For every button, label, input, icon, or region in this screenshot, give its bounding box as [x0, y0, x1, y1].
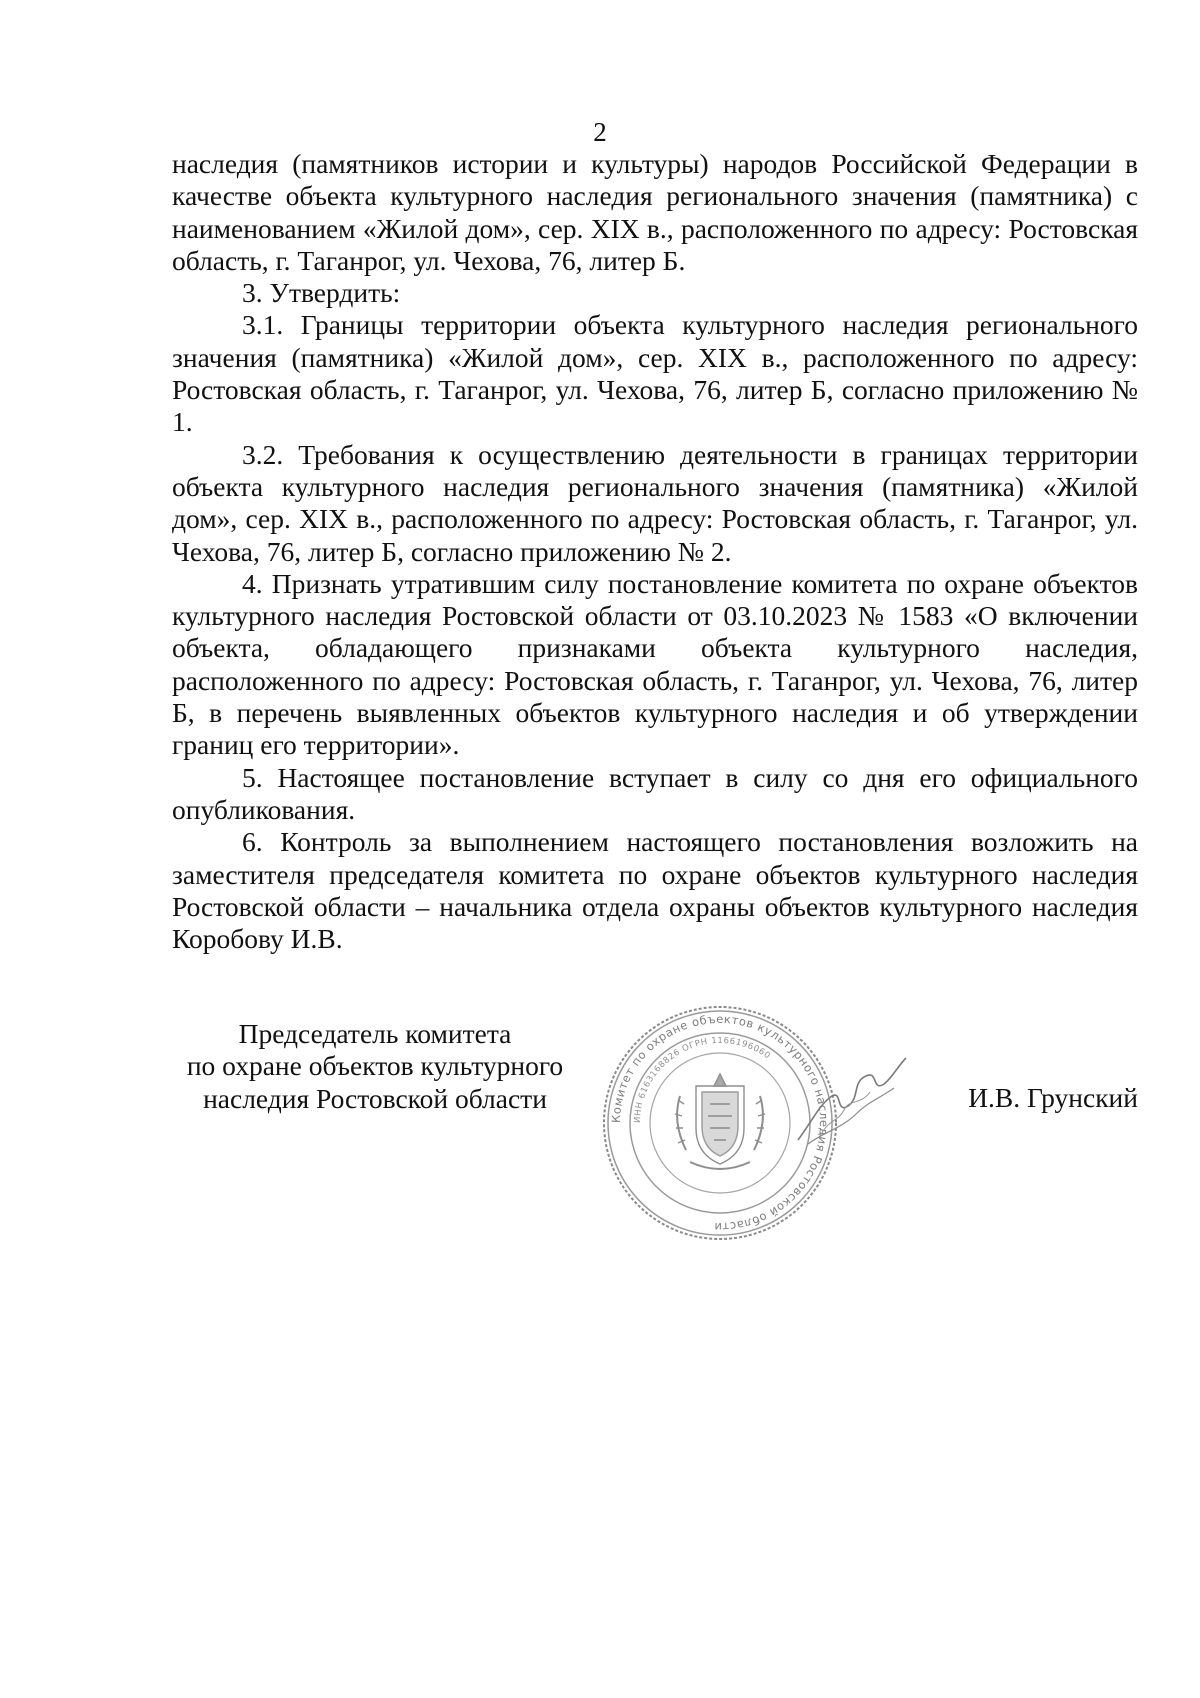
- paragraph-item-3: 3. Утвердить:: [242, 277, 401, 309]
- seal-inner-text: ИНН 6163168826 ОГРН 1166196060: [632, 1035, 773, 1124]
- paragraph-item-3-1: 3.1. Границы территории объекта культурного наследия регионального значения (памятника) «Жилой дом», сер. XIX в., расположенного по адресу: Ростовская область, г. Таганрог, ул. Чехова, 76, литер Б, согласно приложению № 1.: [172, 309, 1138, 438]
- signer-name: И.В. Грунский: [968, 1082, 1138, 1113]
- paragraph-item-6: 6. Контроль за выполнением настоящего постановления возложить на заместителя председателя комитета по охране объектов культурного наследия Ростовской области – начальника отдела охраны объектов культурного наследия Коробову И.В.: [172, 826, 1138, 955]
- signer-position-line-1: Председатель комитета: [238, 1018, 512, 1049]
- seal-outer-text: Комитет по охране объектов культурного наследия Ростовской области: [608, 1011, 832, 1235]
- paragraph-item-5: 5. Настоящее постановление вступает в силу со дня его официального опубликования.: [172, 761, 1138, 825]
- paragraph-item-4: 4. Признать утратившим силу постановление комитета по охране объектов культурного наследия Ростовской области от 03.10.2023 № 1583 «О включении объекта, обладающего признаками объекта культурного наследия, расположенного по адресу: Ростовская область, г. Таганрог, ул. Чехова, 76, литер Б, в перечень выявленных объектов культурного наследия и об утверждении границ его территории».: [172, 567, 1138, 761]
- paragraph-item-3-2: 3.2. Требования к осуществлению деятельности в границах территории объекта культурного наследия регионального значения (памятника) «Жилой дом», сер. XIX в., расположенного по адресу: Ростовская область, г. Таганрог, ул. Чехова, 76, литер Б, согласно приложению № 2.: [172, 438, 1138, 567]
- signature-block: [0, 1011, 1200, 1238]
- signer-position: [170, 1018, 580, 1115]
- signer-position-line-3: наследия Ростовской области: [203, 1082, 547, 1114]
- handwritten-signature: [790, 1048, 910, 1158]
- document-body: [172, 148, 1138, 955]
- coat-of-arms-icon: [675, 1074, 765, 1169]
- page-number: 2: [593, 117, 607, 147]
- signer-position-line-2: по охране объектов культурного: [186, 1050, 564, 1082]
- paragraph-continuation: наследия (памятников истории и культуры) народов Российской Федерации в качестве объекта культурного наследия регионального значения (памятника) с наименованием «Жилой дом», сер. XIX в., расположенного по адресу: Ростовская область, г. Таганрог, ул. Чехова, 76, литер Б.: [172, 148, 1138, 276]
